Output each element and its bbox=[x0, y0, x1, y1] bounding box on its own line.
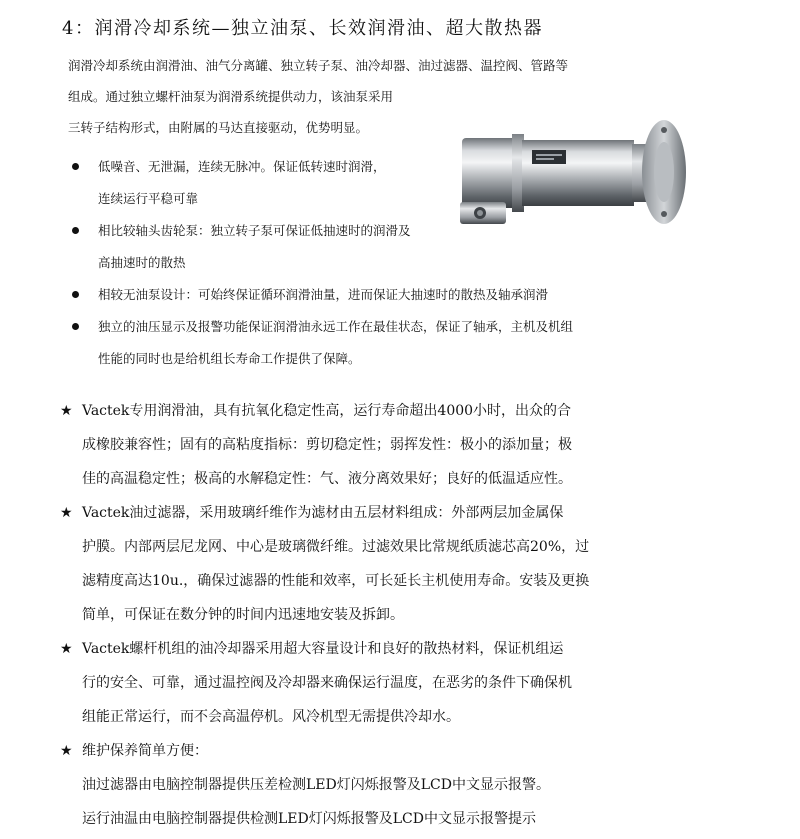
star-line: 护膜。内部两层尼龙网、中心是玻璃微纤维。过滤效果比常规纸质滤芯高20%，过 bbox=[82, 539, 590, 555]
intro-line: 三转子结构形式，由附属的马达直接驱动，优势明显。 bbox=[68, 120, 369, 135]
star-line: Vactek油过滤器，采用玻璃纤维作为滤材由五层材料组成：外部两层加金属保 bbox=[82, 505, 564, 521]
bullet-line: 连续运行平稳可靠 bbox=[98, 191, 199, 206]
star-icon: ★ bbox=[60, 403, 73, 419]
star-line: Vactek专用润滑油，具有抗氧化稳定性高，运行寿命超出4000小时，出众的合 bbox=[82, 403, 572, 419]
star-icon: ★ bbox=[60, 505, 73, 521]
star-icon: ★ bbox=[60, 641, 73, 657]
list-item bbox=[68, 311, 668, 375]
list-item bbox=[60, 496, 680, 632]
maintenance-line: 运行油温由电脑控制器提供检测LED灯闪烁报警及LCD中文显示报警提示 bbox=[82, 811, 536, 827]
list-item bbox=[60, 734, 680, 768]
section-title: 4：润滑冷却系统—独立油泵、长效润滑油、超大散热器 bbox=[62, 18, 543, 39]
intro-line: 润滑冷却系统由润滑油、油气分离罐、独立转子泵、油冷却器、油过滤器、温控阀、管路等 bbox=[68, 58, 569, 73]
bullet-dot-icon bbox=[72, 163, 79, 170]
maintenance-line: 油过滤器由电脑控制器提供压差检测LED灯闪烁报警及LCD中文显示报警。 bbox=[82, 777, 550, 793]
intro-line: 组成。通过独立螺杆油泵为润滑系统提供动力，该油泵采用 bbox=[68, 89, 394, 104]
bullet-line: 低噪音、无泄漏，连续无脉冲。保证低转速时润滑， bbox=[98, 159, 386, 174]
list-item bbox=[60, 632, 680, 734]
bullet-dot-icon bbox=[72, 323, 79, 330]
star-icon: ★ bbox=[60, 743, 73, 759]
maintenance-notes bbox=[60, 768, 680, 836]
bullet-line: 高抽速时的散热 bbox=[98, 255, 186, 270]
star-line: 维护保养简单方便： bbox=[82, 743, 208, 759]
list-item bbox=[60, 394, 680, 496]
star-line: 成橡胶兼容性；固有的高粘度指标：剪切稳定性；弱挥发性：极小的添加量；极 bbox=[82, 437, 572, 453]
bullet-dot-icon bbox=[72, 291, 79, 298]
star-line: 滤精度高达10u.，确保过滤器的性能和效率，可长延长主机使用寿命。安装及更换 bbox=[82, 573, 590, 589]
bullet-line: 相较无油泵设计：可始终保证循环润滑油量，进而保证大抽速时的散热及轴承润滑 bbox=[98, 287, 549, 302]
bullet-line: 独立的油压显示及报警功能保证润滑油永远工作在最佳状态，保证了轴承，主机及机组 bbox=[98, 319, 574, 334]
star-line: 佳的高温稳定性；极高的水解稳定性：气、液分离效果好；良好的低温适应性。 bbox=[82, 471, 572, 487]
highlights-section bbox=[60, 394, 680, 836]
bullet-dot-icon bbox=[72, 227, 79, 234]
bullet-line: 性能的同时也是给机组长寿命工作提供了保障。 bbox=[98, 351, 361, 366]
star-line: 行的安全、可靠，通过温控阀及冷却器来确保运行温度，在恶劣的条件下确保机 bbox=[82, 675, 572, 691]
star-line: 简单，可保证在数分钟的时间内迅速地安装及拆卸。 bbox=[82, 607, 404, 623]
feature-list bbox=[68, 151, 668, 375]
list-item bbox=[68, 215, 668, 279]
list-item bbox=[68, 279, 668, 311]
star-line: 组能正常运行，而不会高温停机。风冷机型无需提供冷却水。 bbox=[82, 709, 460, 725]
star-line: Vactek螺杆机组的油冷却器采用超大容量设计和良好的散热材料，保证机组运 bbox=[82, 641, 564, 657]
list-item bbox=[68, 151, 668, 215]
bullet-line: 相比较轴头齿轮泵：独立转子泵可保证低抽速时的润滑及 bbox=[98, 223, 411, 238]
